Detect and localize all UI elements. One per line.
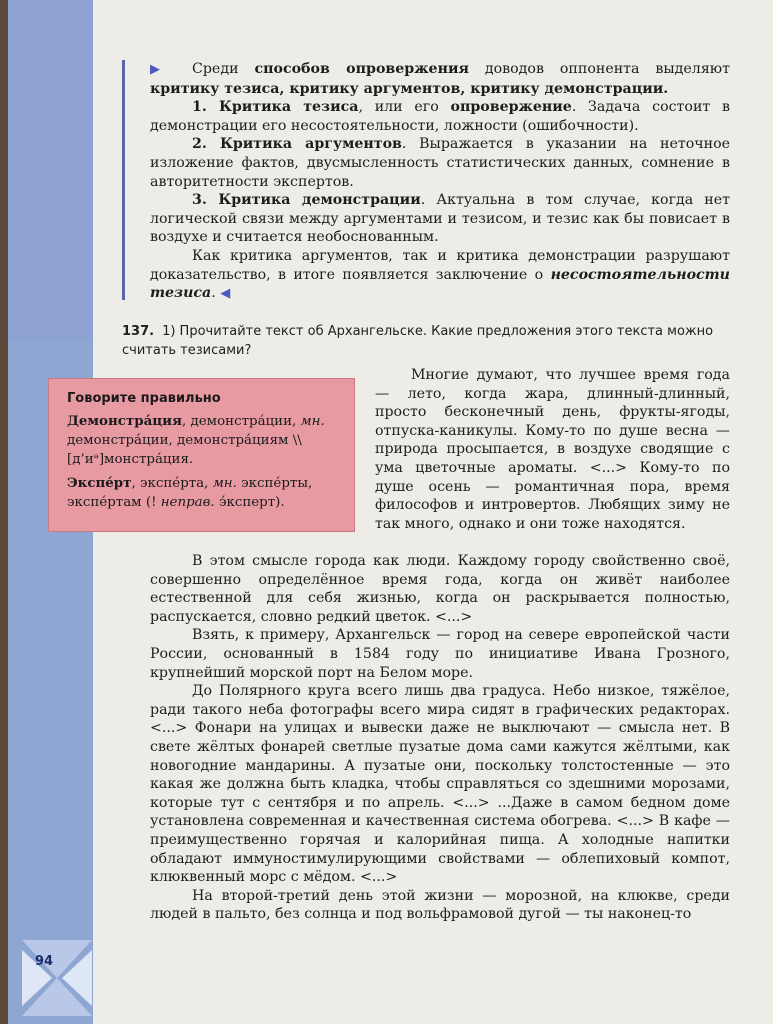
task-number: 137.: [122, 324, 155, 339]
word2-neprav: неправ.: [160, 495, 215, 510]
reading-first-paragraph: [375, 366, 730, 533]
theory-intro-pre: Среди: [192, 61, 255, 77]
word2-rest2: экспе́рты, экспе́ртам (!: [67, 476, 313, 510]
conclusion-bold: несостоятельности тезиса: [150, 266, 730, 302]
item3-title: 3. Критика демонстрации: [192, 192, 421, 209]
word1-mn: мн.: [300, 414, 325, 429]
item1-mid: , или его: [358, 99, 451, 116]
item2-title: 2. Критика аргументов: [192, 136, 402, 153]
word1-rest: , демонстра́ции,: [182, 414, 301, 429]
word2-mn: мн.: [212, 476, 237, 491]
reading-p5: На второй-третий день этой жизни — морозной, на клюкве, среди людей в пальто, без солнца и под вольфрамовой дугой — ты наконец-то: [150, 887, 730, 923]
reading-text: [150, 552, 730, 924]
theory-conclusion: [150, 247, 730, 304]
theory-item-2: [150, 135, 730, 191]
page-number-ornament: [22, 940, 92, 1016]
theory-intro-bold1: способов опровержения: [254, 61, 469, 77]
word2-rest: , экспе́рта,: [131, 476, 213, 491]
theory-intro-mid: доводов оппонента выделяют: [468, 61, 730, 77]
page-binding-edge: [0, 0, 8, 1024]
task-137: [122, 322, 730, 360]
item3-text: . Актуальна в том случае, когда нет логической связи между аргументами и тезисом, и тезис как бы повисает в воздухе и считается необоснованным.: [150, 192, 731, 246]
theory-side-bar: [122, 60, 125, 300]
reading-p3: Взять, к примеру, Архангельск — город на севере европейской части России, основанный в 1584 году по инициативе Ивана Грозного, крупнейший морской порт на Белом море.: [150, 627, 730, 681]
reading-p1: Многие думают, что лучшее время года — лето, когда жара, длинный-длинный, просто бесконечный день, фрукты-ягоды, отпуска-каникулы. Кому-то по душе весна — природа просыпается, в воздухе сводящие с ума цветочные ароматы. <...> Кому-то по душе осень — романтичная пора, время философов и интровертов. Любящих зиму не так много, однако и они тоже находятся.: [375, 367, 730, 532]
reading-p2: В этом смысле города как люди. Каждому городу свойственно своё, совершенно определённое время года, когда он живёт наиболее естественной для себя жизнью, когда он раскрывается полностью, распускается, словно редкий цветок. <...>: [150, 553, 730, 625]
item1-bold: опровержение: [450, 99, 572, 116]
item1-text: . Задача состоит в демонстрации его несостоятельности, ложности (ошибочности).: [150, 99, 730, 134]
page-number: 94: [34, 954, 54, 969]
word2: Экспе́рт: [67, 475, 132, 491]
margin-strip-top: [8, 0, 93, 340]
end-triangle-icon: ◀: [220, 286, 231, 302]
say-correctly-word1: [67, 412, 342, 469]
theory-item-3: [150, 191, 730, 247]
reading-p4: До Полярного круга всего лишь два градуса. Небо низкое, тяжёлое, ради такого неба фотографы всего мира сидят в графических редакторах. <...> Фонари на улицах и вывески даже не выключают — смысла нет. В свете жёлтых фонарей светлые пузатые дома сами кажутся жёлтыми, как новогодние мандарины. А пузатые они, поскольку толстостенные — это какая же должна быть кладка, чтобы справляться со здешними морозами, которые тут с сентября и по апрель. <...> ...Даже в самом бедном доме установлена современная и качественная система обогрева. <...> В кафе — преимущественно горячая и калорийная пища. А холодные напитки обладают иммуностимулирующими свойствами — облепиховый компот, клюквенный морс с мёдом. <...>: [150, 683, 730, 886]
theory-block: [150, 60, 730, 304]
say-correctly-title: Говорите правильно: [67, 391, 221, 406]
word2-rest3: э́ксперт).: [214, 495, 285, 510]
conclusion-end: .: [211, 285, 216, 302]
word1-rest2: демонстра́ции, демонстра́циям \\ [д’иᵊ]монстра́ция.: [67, 433, 302, 467]
theory-item-1: [150, 98, 730, 135]
say-correctly-box: [48, 378, 355, 532]
task-text: 1) Прочитайте текст об Архангельске. Какие предложения этого текста можно считать тезисами?: [122, 324, 714, 358]
play-triangle-icon: ▶: [150, 62, 160, 77]
item2-text: . Выражается в указании на неточное изложение фактов, двусмысленность статистических данных, сомнение в авторитетности экспертов.: [150, 136, 731, 190]
theory-intro: [150, 60, 730, 98]
item1-title: 1. Критика тезиса: [192, 99, 359, 116]
conclusion-text: Как критика аргументов, так и критика демонстрации разрушают доказательство, в итоге появляется заключение о: [150, 247, 730, 283]
theory-intro-bold2: критику тезиса, критику аргументов, критику демонстрации.: [150, 80, 669, 97]
say-correctly-word2: [67, 474, 342, 512]
word1: Демонстра́ция: [67, 413, 182, 429]
